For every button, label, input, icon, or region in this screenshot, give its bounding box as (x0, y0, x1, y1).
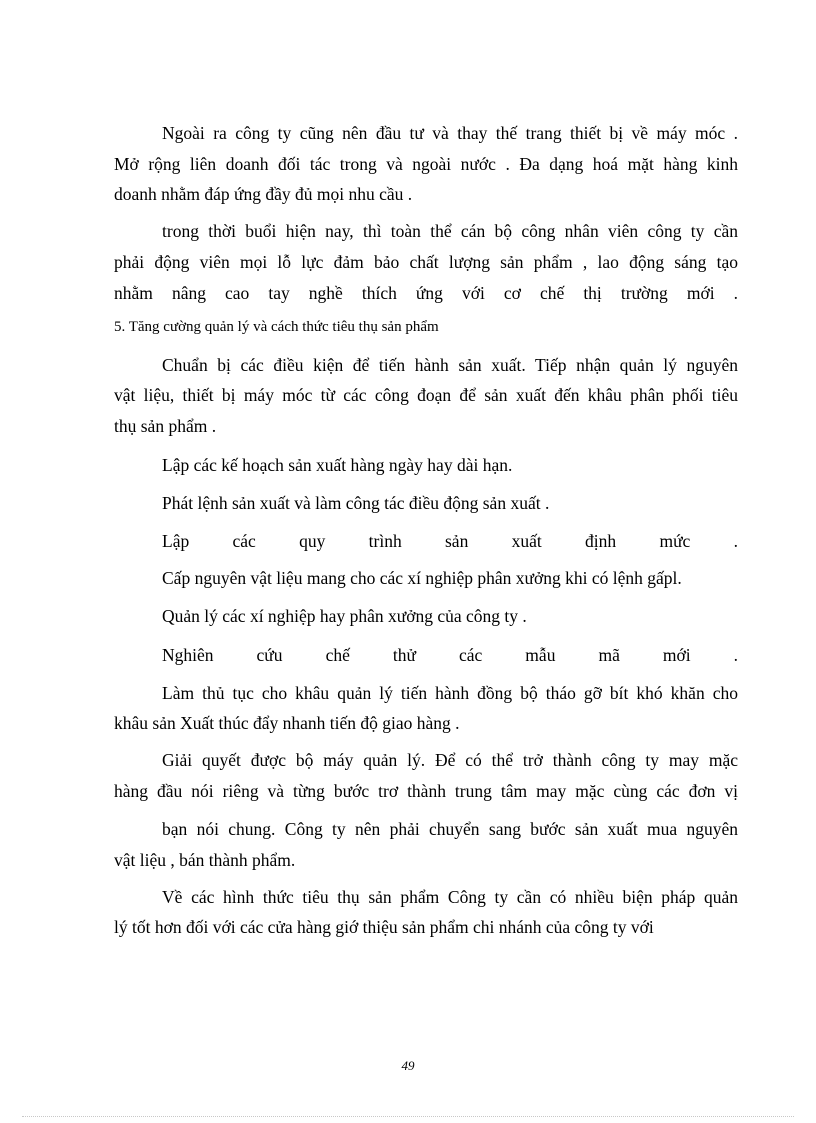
paragraph-line: bạn nói chung. Công ty nên phải chuyển sang bước sản xuất mua nguyên (162, 819, 738, 839)
paragraph-line: lý tốt hơn đối với các cửa hàng giớ thiệu sản phẩm chi nhánh của công ty với (114, 917, 654, 937)
paragraph-line: Về các hình thức tiêu thụ sản phẩm Công ty cần có nhiều biện pháp quản (162, 887, 738, 907)
paragraph-line: Cấp nguyên vật liệu mang cho các xí nghiệp phân xưởng khi có lệnh gấpl. (162, 568, 682, 588)
paragraph-line: vật liệu , bán thành phẩm. (114, 850, 296, 870)
paragraph-line: doanh nhằm đáp ứng đầy đủ mọi nhu cầu . (114, 184, 413, 204)
paragraph-line: thụ sản phẩm . (114, 416, 217, 436)
paragraph-line: khâu sản Xuất thúc đẩy nhanh tiến độ giao hàng . (114, 713, 460, 733)
paragraph-line: Lập các kế hoạch sản xuất hàng ngày hay dài hạn. (162, 455, 513, 475)
paragraph-line: nhằm nâng cao tay nghề thích ứng với cơ chế thị trường mới . (114, 283, 738, 303)
paragraph-line: Làm thủ tục cho khâu quản lý tiến hành đồng bộ tháo gỡ bít khó khăn cho (162, 683, 738, 703)
paragraph-line: Chuẩn bị các điều kiện để tiến hành sản xuất. Tiếp nhận quản lý nguyên (162, 355, 738, 375)
paragraph-line: Mở rộng liên doanh đối tác trong và ngoài nước . Đa dạng hoá mặt hàng kinh (114, 154, 738, 174)
paragraph-line: Giải quyết được bộ máy quản lý. Để có thể trở thành công ty may mặc (162, 750, 738, 770)
page-number: 49 (401, 1058, 415, 1073)
paragraph-line: Nghiên cứu chế thử các mẫu mã mới . (162, 645, 738, 665)
footer-divider (22, 1116, 794, 1117)
paragraph-line: Ngoài ra công ty cũng nên đầu tư và thay thế trang thiết bị về máy móc . (162, 123, 738, 143)
paragraph-line: Lập các quy trình sản xuất định mức . (162, 531, 738, 551)
paragraph-line: Quản lý các xí nghiệp hay phân xưởng của công ty . (162, 606, 527, 626)
paragraph-line: vật liệu, thiết bị máy móc từ các công đoạn để sản xuất đến khâu phân phối tiêu (114, 385, 738, 405)
paragraph-line: Phát lệnh sản xuất và làm công tác điều động sản xuất . (162, 493, 550, 513)
section-heading: 5. Tăng cường quản lý và cách thức tiêu thụ sản phẩm (114, 319, 439, 335)
paragraph-line: hàng đầu nói riêng và từng bước trơ thành trung tâm may mặc cùng các đơn vị (114, 781, 738, 801)
paragraph-line: trong thời buổi hiện nay, thì toàn thể cán bộ công nhân viên công ty cần (162, 221, 738, 241)
paragraph-line: phải động viên mọi lỗ lực đảm bảo chất lượng sản phẩm , lao động sáng tạo (114, 252, 738, 272)
